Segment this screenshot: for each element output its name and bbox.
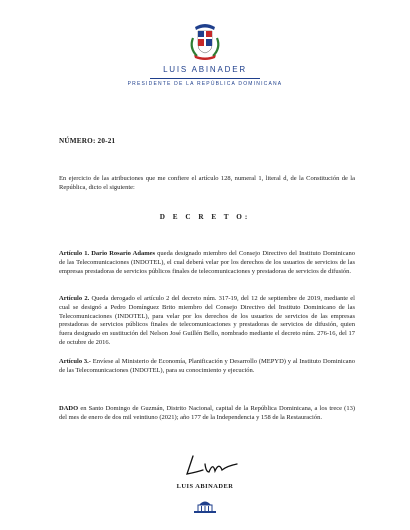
article-2-label: Artículo 2. [59,295,90,302]
handwritten-signature [175,452,255,482]
article-1 [59,250,355,276]
signatory-name: LUIS ABINADER [176,483,234,490]
dado-text: en Santo Domingo de Guzmán, Distrito Nacional, capital de la República Dominicana, a los trece (13) del mes de enero de dos mil veintiuno (2021); año 177 de la Independencia y 158 de la Restauración. [59,405,355,421]
article-1-text: queda designado miembro del Consejo Directivo del Instituto Dominicano de las Telecomunicaciones (INDOTEL), el cual deberá velar por los derechos de los usuarios de servicios de las empresas prestadoras de servicios públicos finales de telecomunicaciones y prestadoras de servicios de difusión. [59,250,355,275]
dado-paragraph [59,405,355,423]
dado-label: DADO [59,405,79,412]
article-3 [59,358,355,376]
article-3-text: Envíese al Ministerio de Economía, Planificación y Desarrollo (MEPYD) y al Instituto Dominicano de las Telecomunicaciones (INDOTEL), para su conocimiento y ejecución. [59,358,355,374]
header-name: LUIS ABINADER [163,65,247,74]
article-2 [59,295,355,348]
article-1-appointee: Dario Rosario Adames [91,250,156,257]
coat-of-arms-icon [187,18,223,62]
decree-number: NÚMERO: 20-21 [59,137,116,145]
article-3-label: Artículo 3.- [59,358,91,365]
article-2-text: Queda derogado el artículo 2 del decreto núm. 317-19, del 12 de septiembre de 2019, mediante el cual se designó a Pedro Domínguez Brito miembro del Consejo Directivo del Instituto Dominicano de las Telecomunicaciones (INDOTEL), para velar por los derechos de los usuarios de servicios de las empresas prestadoras de servicios públicos finales de telecomunicaciones y prestadoras de servicios de difusión, quien fuera designado en sustitución del Nelson José Guillén Bello, nombrado mediante el decreto núm. 276-16, del 17 de octubre de 2016. [59,295,355,346]
header-title: PRESIDENTE DE LA REPÚBLICA DOMINICANA [127,81,283,87]
intro-paragraph: En ejercicio de las atribuciones que me confiere el artículo 128, numeral 1, literal d, de la Constitución de la República, dicto el siguiente: [59,175,355,191]
article-1-label: Artículo 1. [59,250,90,257]
decree-heading: D E C R E T O: [159,213,251,221]
header-divider [150,78,260,79]
palace-emblem-icon [190,497,220,515]
